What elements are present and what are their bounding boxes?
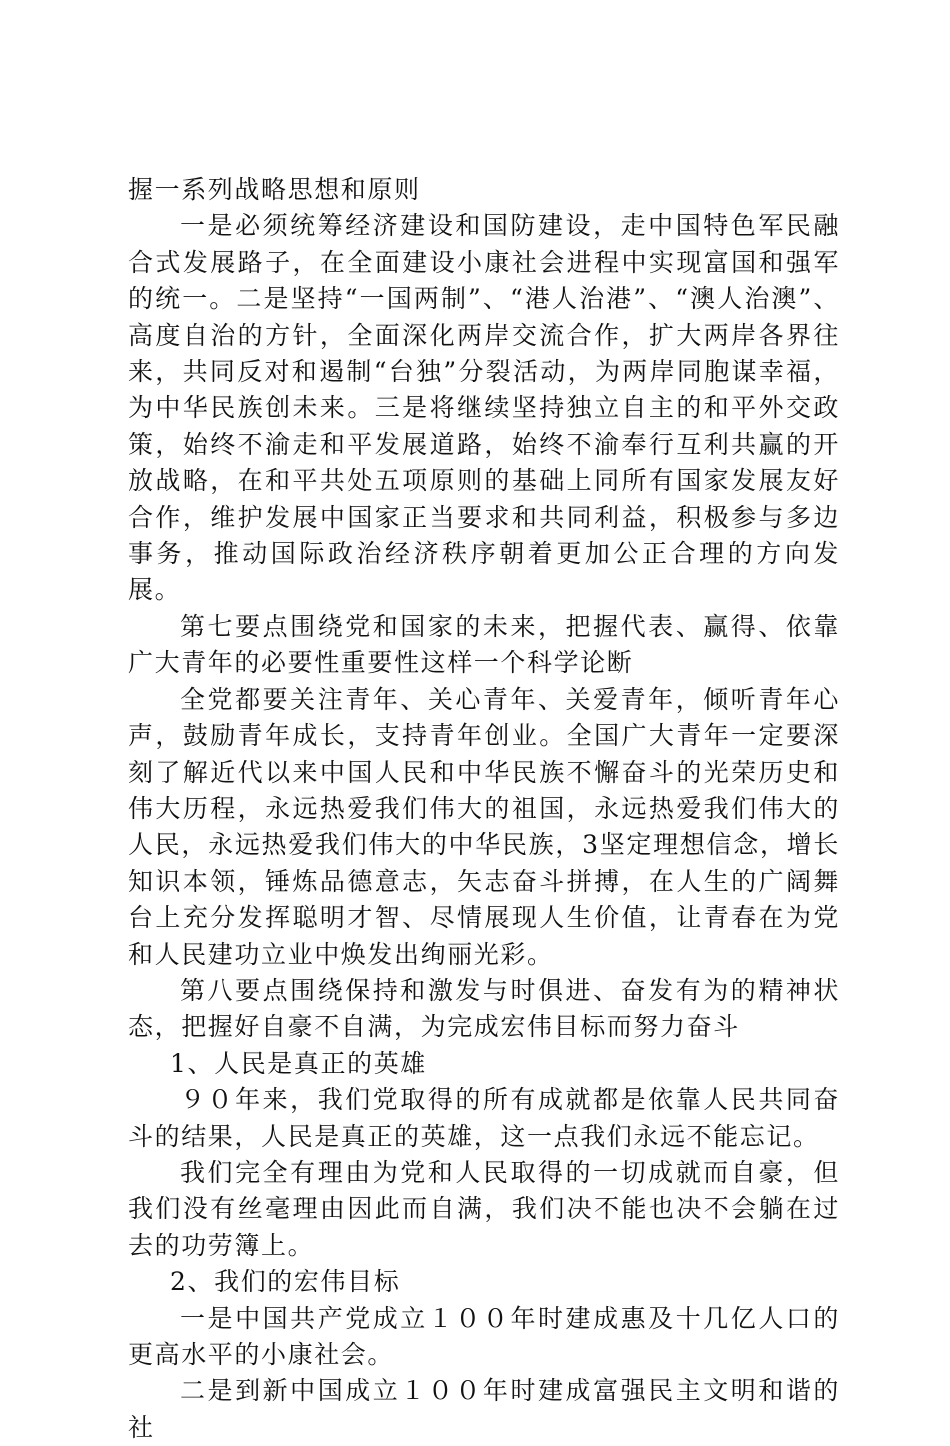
paragraph-truncated: 二是到新中国成立１００年时建成富强民主文明和谐的社 bbox=[128, 1376, 840, 1442]
paragraph: 全党都要关注青年、关心青年、关爱青年，倾听青年心声，鼓励青年成长，支持青年创业。全国广大青年一定要深刻了解近代以来中国人民和中华民族不懈奋斗的光荣历史和伟大历程，永远热爱我们伟大的祖国，永远热爱我们伟大的人民，永远热爱我们伟大的中华民族，3坚定理想信念，增长知识本领，锤炼品德意志，矢志奋斗拼搏，在人生的广阔舞台上充分发挥聪明才智、尽情展现人生价值，让青春在为党和人民建功立业中焕发出绚丽光彩。 bbox=[128, 684, 840, 969]
paragraph: 一是中国共产党成立１００年时建成惠及十几亿人口的更高水平的小康社会。 bbox=[128, 1303, 840, 1369]
paragraph: ９０年来，我们党取得的所有成就都是依靠人民共同奋斗的结果，人民是真正的英雄，这一点我们永远不能忘记。 bbox=[128, 1085, 840, 1151]
document-body bbox=[128, 172, 840, 1446]
paragraph: 我们完全有理由为党和人民取得的一切成就而自豪，但我们没有丝毫理由因此而自满，我们决不能也决不会躺在过去的功劳簿上。 bbox=[128, 1157, 840, 1260]
subheading-item-1: 1、人民是真正的英雄 bbox=[170, 1048, 427, 1078]
section-heading-eighth-point: 第八要点围绕保持和激发与时俱进、奋发有为的精神状态，把握好自豪不自满，为完成宏伟目标而努力奋斗 bbox=[128, 975, 840, 1042]
subheading-item-2: 2、我们的宏伟目标 bbox=[170, 1267, 401, 1297]
paragraph: 一是必须统筹经济建设和国防建设，走中国特色军民融合式发展路子，在全面建设小康社会进程中实现富国和强军的统一。二是坚持“一国两制”、“港人治港”、“澳人治澳”、高度自治的方针，全面深化两岸交流合作，扩大两岸各界往来，共同反对和遏制“台独”分裂活动，为两岸同胞谋幸福，为中华民族创未来。三是将继续坚持独立自主的和平外交政策，始终不渝走和平发展道路，始终不渝奉行互利共赢的开放战略，在和平共处五项原则的基础上同所有国家发展友好合作，维护发展中国家正当要求和共同利益，积极参与多边事务，推动国际政治经济秩序朝着更加公正合理的方向发展。 bbox=[128, 211, 840, 605]
section-heading-seventh-point: 第七要点围绕党和国家的未来，把握代表、赢得、依靠广大青年的必要性重要性这样一个科学论断 bbox=[128, 611, 840, 678]
paragraph-heading-continued: 握一系列战略思想和原则 bbox=[128, 175, 421, 204]
